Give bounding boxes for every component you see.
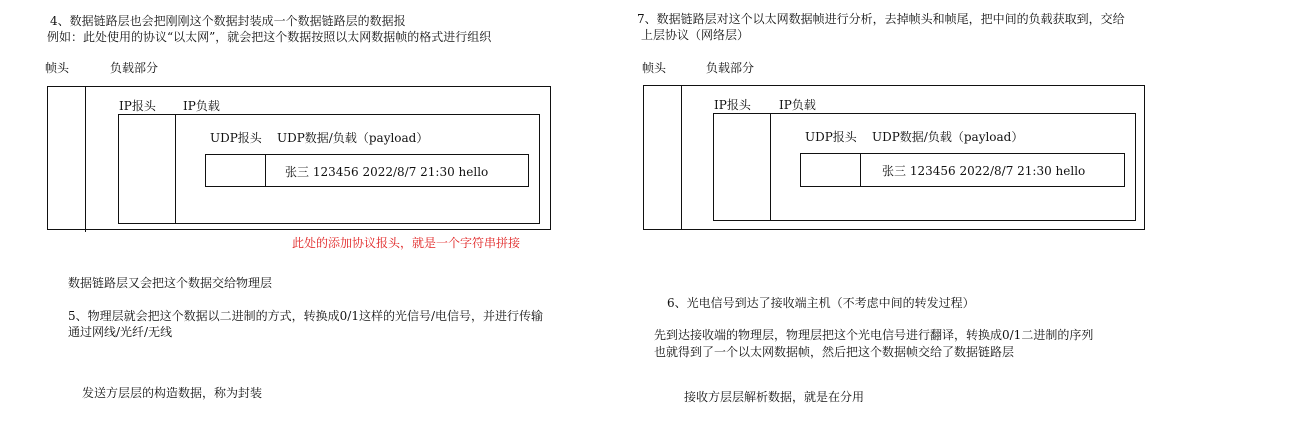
header-note: 此处的添加协议报头，就是一个字符串拼接 bbox=[292, 236, 521, 250]
step4-line2: 例如：此处使用的协议“以太网”，就会把这个数据按照以太网数据帧的格式进行组织 bbox=[47, 30, 492, 44]
udp-header-divider bbox=[860, 153, 861, 187]
payload-part-label: 负载部分 bbox=[706, 61, 755, 75]
payload-part-label: 负载部分 bbox=[110, 61, 159, 75]
step5-line1: 5、物理层就会把这个数据以二进制的方式，转换成0/1这样的光信号/电信号，并进行传输 bbox=[68, 309, 543, 323]
ip-header-divider bbox=[770, 113, 771, 221]
demultiplexing-summary: 接收方层层解析数据，就是在分用 bbox=[684, 390, 865, 404]
step7-line1: 7、数据链路层对这个以太网数据帧进行分析，去掉帧头和帧尾，把中间的负载获取到，交给 bbox=[637, 12, 1125, 26]
handoff-text: 数据链路层又会把这个数据交给物理层 bbox=[68, 276, 273, 290]
step7-line2: 上层协议（网络层） bbox=[641, 28, 750, 42]
message-text: 张三 123456 2022/8/7 21:30 hello bbox=[285, 165, 489, 179]
ip-header-divider bbox=[175, 114, 176, 224]
udp-header-label: UDP报头 bbox=[210, 131, 262, 145]
step5-line2: 通过网线/光纤/无线 bbox=[68, 325, 173, 339]
step4-line1: 4、数据链路层也会把刚刚这个数据封装成一个数据链路层的数据报 bbox=[50, 14, 406, 28]
udp-payload-label: UDP数据/负载（payload） bbox=[277, 131, 429, 145]
ip-payload-label: IP负载 bbox=[779, 98, 816, 112]
ip-payload-label: IP负载 bbox=[183, 99, 220, 113]
udp-payload-label: UDP数据/负载（payload） bbox=[872, 130, 1024, 144]
ip-header-label: IP报头 bbox=[714, 98, 751, 112]
step6-title: 6、光电信号到达了接收端主机（不考虑中间的转发过程） bbox=[667, 296, 975, 310]
udp-header-label: UDP报头 bbox=[805, 130, 857, 144]
frame-header-label: 帧头 bbox=[45, 61, 70, 75]
ip-header-label: IP报头 bbox=[119, 99, 156, 113]
message-text: 张三 123456 2022/8/7 21:30 hello bbox=[882, 164, 1086, 178]
frame-header-label: 帧头 bbox=[642, 61, 667, 75]
frame-header-divider bbox=[681, 85, 682, 230]
step6-line2: 也就得到了一个以太网数据帧，然后把这个数据帧交给了数据链路层 bbox=[654, 345, 1015, 359]
udp-header-divider bbox=[265, 154, 266, 187]
frame-header-divider bbox=[85, 86, 86, 232]
step6-line1: 先到达接收端的物理层，物理层把这个光电信号进行翻译，转换成0/1二进制的序列 bbox=[654, 328, 1094, 342]
encapsulation-summary: 发送方层层的构造数据，称为封装 bbox=[82, 386, 263, 400]
